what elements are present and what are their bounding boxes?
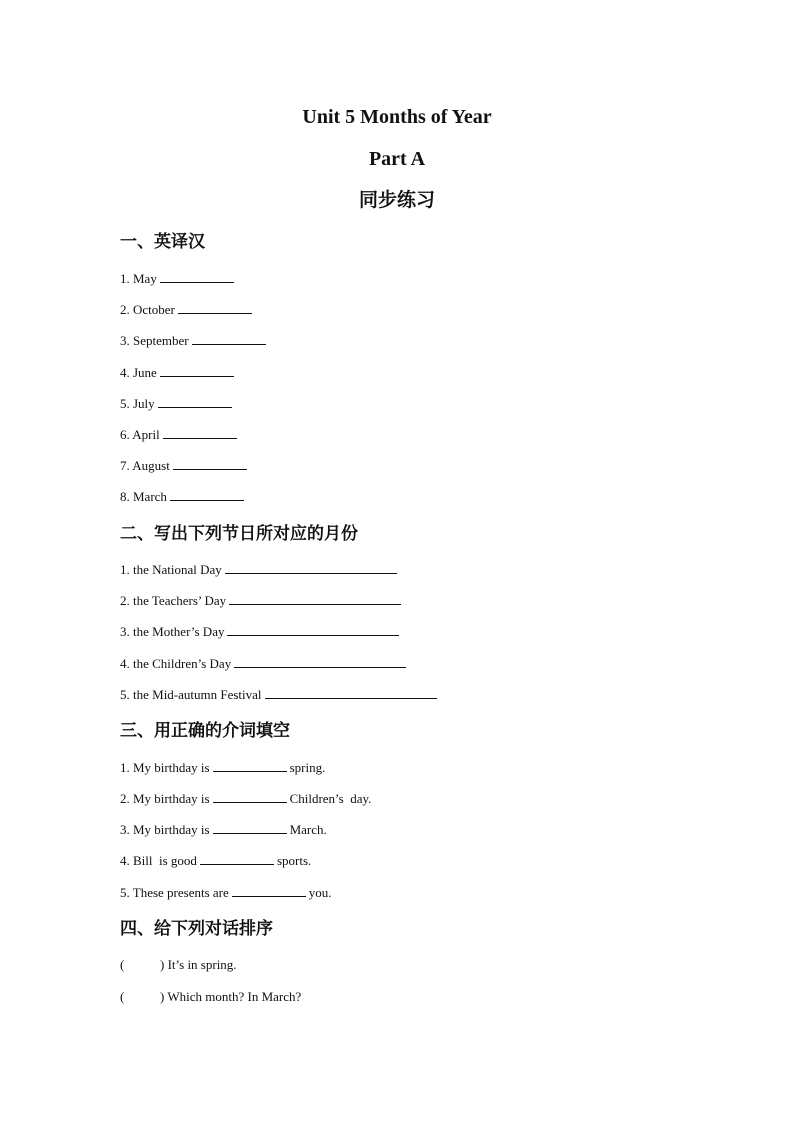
item-text-after: sports. xyxy=(276,853,312,868)
answer-blank[interactable] xyxy=(225,561,397,574)
list-item xyxy=(120,332,269,350)
item-text: 7. August xyxy=(120,458,170,473)
answer-blank[interactable] xyxy=(163,426,237,439)
list-item xyxy=(120,655,409,673)
item-text: 1. My birthday is xyxy=(120,760,210,775)
item-text: ) It’s in spring. xyxy=(160,957,237,972)
section-heading-1: 一、英译汉 xyxy=(120,232,205,252)
list-item xyxy=(120,488,247,506)
list-item xyxy=(120,988,301,1006)
item-text: 6. April xyxy=(120,427,160,442)
item-text: 4. the Children’s Day xyxy=(120,656,232,671)
item-text: 2. the Teachers’ Day xyxy=(120,593,227,608)
list-item xyxy=(120,592,404,610)
item-text: 8. March xyxy=(120,489,167,504)
item-text: 3. September xyxy=(120,333,189,348)
subtitle: 同步练习 xyxy=(358,189,435,211)
answer-blank[interactable] xyxy=(227,623,399,636)
item-text: 5. These presents are xyxy=(120,885,229,900)
item-text: 2. My birthday is xyxy=(120,791,210,806)
answer-blank[interactable] xyxy=(160,270,234,283)
section-heading-3: 三、用正确的介词填空 xyxy=(120,721,290,741)
item-text: 1. the National Day xyxy=(120,562,222,577)
list-item xyxy=(120,457,250,475)
item-text: 4. Bill is good xyxy=(120,853,197,868)
list-item xyxy=(120,395,235,413)
list-item xyxy=(120,956,237,974)
answer-blank[interactable] xyxy=(234,655,406,668)
item-text-after: Children’s day. xyxy=(289,791,372,806)
section-heading-2: 二、写出下列节日所对应的月份 xyxy=(120,524,358,544)
part-title: Part A xyxy=(368,148,426,170)
answer-blank[interactable] xyxy=(200,852,274,865)
answer-blank[interactable] xyxy=(213,790,287,803)
order-bracket[interactable]: ( xyxy=(120,957,125,972)
list-item xyxy=(120,686,440,704)
list-item xyxy=(120,426,240,444)
answer-blank[interactable] xyxy=(213,759,287,772)
list-item xyxy=(120,759,325,777)
section-heading-4: 四、给下列对话排序 xyxy=(120,919,273,939)
answer-blank[interactable] xyxy=(192,332,266,345)
answer-blank[interactable] xyxy=(213,821,287,834)
list-item xyxy=(120,623,402,641)
item-text: 2. October xyxy=(120,302,175,317)
item-text: 3. My birthday is xyxy=(120,822,210,837)
order-bracket[interactable]: ( xyxy=(120,989,125,1004)
item-text: ) Which month? In March? xyxy=(160,989,302,1004)
item-text: 1. May xyxy=(120,271,157,286)
list-item xyxy=(120,270,237,288)
item-text-after: March. xyxy=(289,822,327,837)
list-item xyxy=(120,561,400,579)
unit-title: Unit 5 Months of Year xyxy=(302,106,492,128)
item-text: 3. the Mother’s Day xyxy=(120,624,225,639)
answer-blank[interactable] xyxy=(158,395,232,408)
item-text: 4. June xyxy=(120,365,157,380)
list-item xyxy=(120,790,371,808)
item-text: 5. July xyxy=(120,396,155,411)
answer-blank[interactable] xyxy=(160,364,234,377)
answer-blank[interactable] xyxy=(170,488,244,501)
item-text-after: you. xyxy=(308,885,332,900)
answer-blank[interactable] xyxy=(178,301,252,314)
answer-blank[interactable] xyxy=(229,592,401,605)
answer-blank[interactable] xyxy=(232,884,306,897)
list-item xyxy=(120,364,237,382)
list-item xyxy=(120,852,311,870)
answer-blank[interactable] xyxy=(265,686,437,699)
answer-blank[interactable] xyxy=(173,457,247,470)
item-text: 5. the Mid-autumn Festival xyxy=(120,687,262,702)
list-item xyxy=(120,884,332,902)
list-item xyxy=(120,821,327,839)
list-item xyxy=(120,301,255,319)
item-text-after: spring. xyxy=(289,760,326,775)
